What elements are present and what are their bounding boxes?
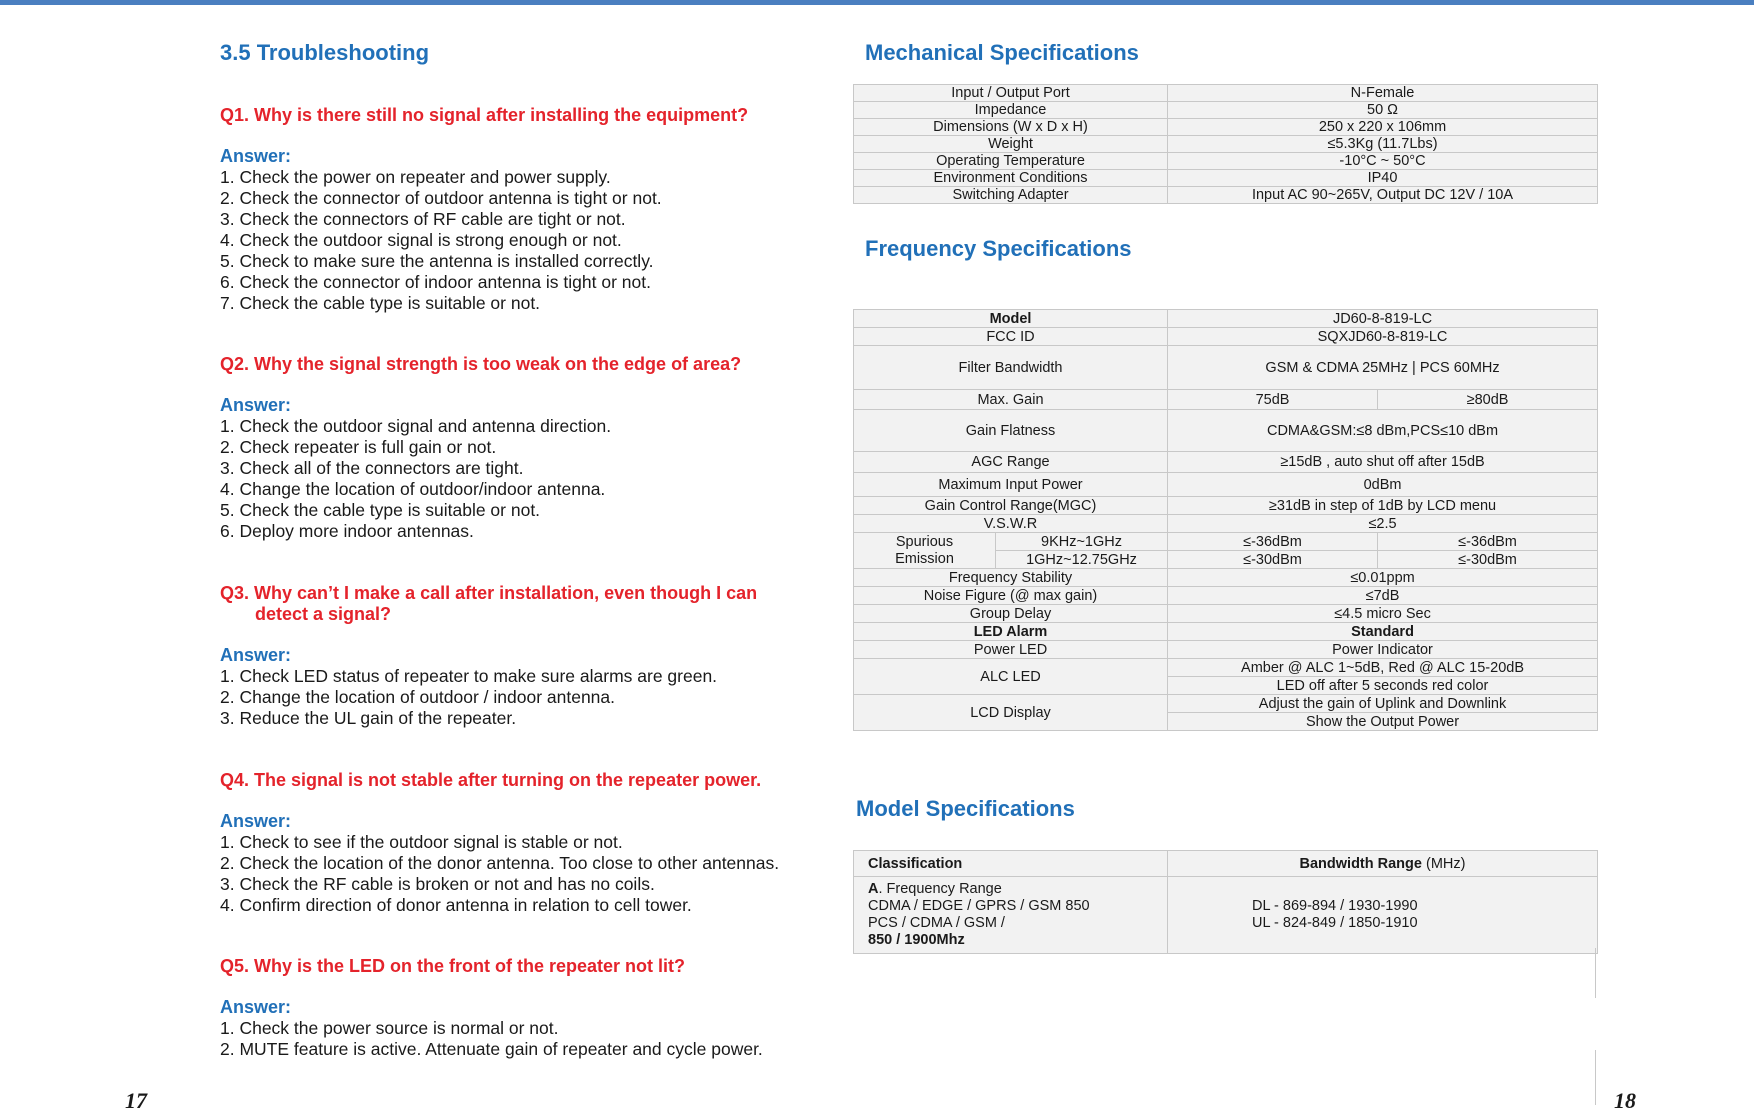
spec-value: ≤-36dBm (1168, 533, 1378, 551)
table-row (854, 310, 1598, 328)
answer-line: 4. Confirm direction of donor antenna in relation to cell tower. (220, 895, 692, 915)
answer-line: 4. Check the outdoor signal is strong enough or not. (220, 230, 622, 250)
spec-label: LCD Display (854, 695, 1168, 731)
answer-line: 2. Change the location of outdoor / indoor antenna. (220, 687, 616, 707)
answer-line: 7. Check the cable type is suitable or not. (220, 293, 541, 313)
section-title: 3.5 Troubleshooting (220, 40, 430, 65)
table-row (854, 587, 1598, 605)
spec-label: Noise Figure (@ max gain) (854, 587, 1168, 605)
spec-label: ALC LED (854, 659, 1168, 695)
table-row (854, 102, 1598, 119)
spec-label: LED Alarm (854, 623, 1168, 641)
range-text: UL - 824-849 / 1850-1910 (1252, 915, 1418, 931)
table-row (854, 119, 1598, 136)
answer-line: 4. Change the location of outdoor/indoor antenna. (220, 479, 606, 499)
spec-value: ≤5.3Kg (11.7Lbs) (1168, 136, 1598, 153)
spec-value: 0dBm (1168, 473, 1598, 497)
spec-value: Amber @ ALC 1~5dB, Red @ ALC 15-20dB (1168, 659, 1598, 677)
table-row (854, 410, 1598, 452)
table-row (854, 85, 1598, 102)
spec-value: JD60-8-819-LC (1168, 310, 1598, 328)
mechanical-specs-table (853, 84, 1598, 204)
spec-label: Group Delay (854, 605, 1168, 623)
mechanical-specs-title: Mechanical Specifications (865, 40, 1139, 65)
table-row (854, 569, 1598, 587)
spec-value: N-Female (1168, 85, 1598, 102)
table-row (854, 390, 1598, 410)
answer-line: 6. Deploy more indoor antennas. (220, 521, 474, 541)
spec-value: ≤2.5 (1168, 515, 1598, 533)
spec-label: Frequency Stability (854, 569, 1168, 587)
answer-line: 2. Check repeater is full gain or not. (220, 437, 497, 457)
question-block-5 (220, 956, 820, 1060)
column-header-cell (1168, 851, 1598, 877)
spec-label: Gain Control Range(MGC) (854, 497, 1168, 515)
spec-value: GSM & CDMA 25MHz | PCS 60MHz (1168, 346, 1598, 390)
spec-value: SQXJD60-8-819-LC (1168, 328, 1598, 346)
frequency-specs-table (853, 309, 1598, 731)
spec-value: ≤7dB (1168, 587, 1598, 605)
table-row (854, 659, 1598, 677)
spec-value: 250 x 220 x 106mm (1168, 119, 1598, 136)
class-text: CDMA / EDGE / GPRS / GSM 850 (868, 898, 1090, 914)
spec-label: FCC ID (854, 328, 1168, 346)
class-text: 850 / 1900Mhz (868, 932, 965, 948)
spec-value: ≥80dB (1378, 390, 1598, 410)
spec-value: 50 Ω (1168, 102, 1598, 119)
answer-line: 3. Check the RF cable is broken or not and has no coils. (220, 874, 655, 894)
spec-label: Power LED (854, 641, 1168, 659)
answer-line: 1. Check the power on repeater and power supply. (220, 167, 611, 187)
spec-value: 75dB (1168, 390, 1378, 410)
table-row (854, 551, 1598, 569)
answer-line: 5. Check to make sure the antenna is installed correctly. (220, 251, 654, 271)
spec-value: -10°C ~ 50°C (1168, 153, 1598, 170)
answer-line: 6. Check the connector of indoor antenna is tight or not. (220, 272, 651, 292)
spec-value: Show the Output Power (1168, 713, 1598, 731)
table-row (854, 605, 1598, 623)
spec-value: ≤-30dBm (1378, 551, 1598, 569)
frequency-specs-title: Frequency Specifications (865, 236, 1132, 261)
spec-label: V.S.W.R (854, 515, 1168, 533)
question-text-continued: detect a signal? (255, 604, 392, 624)
spec-label: Switching Adapter (854, 187, 1168, 204)
troubleshooting-section (220, 40, 820, 1060)
table-row (854, 153, 1598, 170)
answer-label: Answer: (220, 645, 292, 665)
answer-label: Answer: (220, 811, 292, 831)
question-text: Q3. Why can’t I make a call after installation, even though I can (220, 583, 758, 603)
spec-label: Emission (854, 551, 996, 569)
spec-label: Filter Bandwidth (854, 346, 1168, 390)
table-row (854, 170, 1598, 187)
class-text: PCS / CDMA / GSM / (868, 915, 1005, 931)
table-edge-line (1595, 948, 1596, 998)
question-text: Q1. Why is there still no signal after installing the equipment? (220, 105, 749, 125)
spec-range: 1GHz~12.75GHz (996, 551, 1168, 569)
table-row (854, 328, 1598, 346)
table-row (854, 533, 1598, 551)
spec-label: Max. Gain (854, 390, 1168, 410)
answer-line: 1. Check the power source is normal or not. (220, 1018, 559, 1038)
spec-label: Weight (854, 136, 1168, 153)
column-header: Bandwidth Range (1299, 855, 1422, 872)
spec-value: LED off after 5 seconds red color (1168, 677, 1598, 695)
answer-line: 3. Reduce the UL gain of the repeater. (220, 708, 517, 728)
question-block-1 (220, 105, 820, 314)
table-edge-line (1595, 1050, 1596, 1105)
table-row (854, 346, 1598, 390)
answer-line: 2. MUTE feature is active. Attenuate gain of repeater and cycle power. (220, 1039, 763, 1059)
spec-label: Operating Temperature (854, 153, 1168, 170)
answer-line: 2. Check the location of the donor antenna. Too close to other antennas. (220, 853, 780, 873)
spec-label: Model (854, 310, 1168, 328)
range-text: DL - 869-894 / 1930-1990 (1252, 898, 1418, 914)
spec-value: ≤-36dBm (1378, 533, 1598, 551)
top-accent-bar (0, 0, 1754, 5)
question-text: Q2. Why the signal strength is too weak on the edge of area? (220, 354, 742, 374)
answer-line: 5. Check the cable type is suitable or not. (220, 500, 541, 520)
answer-line: 3. Check all of the connectors are tight. (220, 458, 524, 478)
answer-line: 3. Check the connectors of RF cable are tight or not. (220, 209, 626, 229)
spec-label: Gain Flatness (854, 410, 1168, 452)
answer-label: Answer: (220, 146, 292, 166)
table-row (854, 452, 1598, 473)
page-number-left: 17 (125, 1088, 147, 1113)
answer-line: 1. Check LED status of repeater to make sure alarms are green. (220, 666, 718, 686)
table-row (854, 136, 1598, 153)
answer-label: Answer: (220, 997, 292, 1017)
spec-label: AGC Range (854, 452, 1168, 473)
model-specs-table (853, 850, 1598, 954)
question-block-3 (220, 583, 820, 729)
table-header-row (854, 851, 1598, 877)
class-text: . Frequency Range (878, 881, 1002, 897)
table-row (854, 641, 1598, 659)
spec-value: IP40 (1168, 170, 1598, 187)
spec-value: Standard (1168, 623, 1598, 641)
page-number-right: 18 (1614, 1088, 1636, 1113)
answer-line: 1. Check the outdoor signal and antenna direction. (220, 416, 612, 436)
spec-range: 9KHz~1GHz (996, 533, 1168, 551)
question-text: Q5. Why is the LED on the front of the repeater not lit? (220, 956, 686, 976)
spec-label: Dimensions (W x D x H) (854, 119, 1168, 136)
spec-label: Input / Output Port (854, 85, 1168, 102)
spec-label: Spurious (854, 533, 996, 551)
classification-cell (854, 877, 1168, 954)
answer-label: Answer: (220, 395, 292, 415)
model-specs-title: Model Specifications (856, 796, 1075, 821)
table-row (854, 877, 1598, 954)
question-text: Q4. The signal is not stable after turning on the repeater power. (220, 770, 762, 790)
spec-value: ≤4.5 micro Sec (1168, 605, 1598, 623)
spec-value: ≤0.01ppm (1168, 569, 1598, 587)
answer-line: 1. Check to see if the outdoor signal is stable or not. (220, 832, 623, 852)
table-row (854, 497, 1598, 515)
spec-value: Power Indicator (1168, 641, 1598, 659)
spec-label: Maximum Input Power (854, 473, 1168, 497)
spec-value: ≥31dB in step of 1dB by LCD menu (1168, 497, 1598, 515)
spec-label: Impedance (854, 102, 1168, 119)
table-row (854, 695, 1598, 713)
question-block-4 (220, 770, 820, 916)
spec-label: Environment Conditions (854, 170, 1168, 187)
spec-value: ≤-30dBm (1168, 551, 1378, 569)
class-prefix: A (868, 881, 879, 897)
spec-value: CDMA&GSM:≤8 dBm,PCS≤10 dBm (1168, 410, 1598, 452)
answer-line: 2. Check the connector of outdoor antenna is tight or not. (220, 188, 662, 208)
column-header: Classification (854, 851, 1168, 877)
column-header-unit: (MHz) (1421, 855, 1466, 872)
table-row (854, 515, 1598, 533)
bandwidth-cell (1168, 877, 1598, 954)
spec-value: Adjust the gain of Uplink and Downlink (1168, 695, 1598, 713)
table-row (854, 623, 1598, 641)
spec-value: Input AC 90~265V, Output DC 12V / 10A (1168, 187, 1598, 204)
question-block-2 (220, 354, 820, 542)
table-row (854, 473, 1598, 497)
table-row (854, 187, 1598, 204)
spec-value: ≥15dB , auto shut off after 15dB (1168, 452, 1598, 473)
